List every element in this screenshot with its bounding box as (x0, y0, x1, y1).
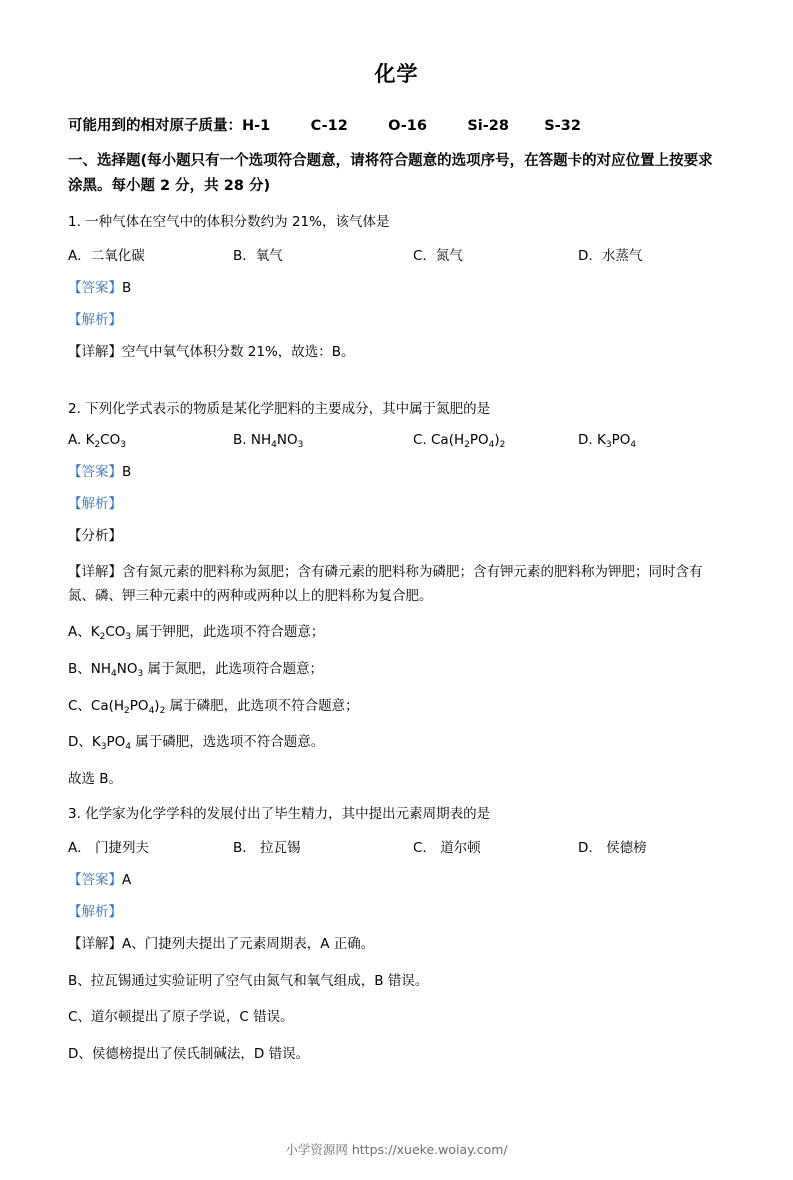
option-c[interactable]: C． 道尔顿 (413, 840, 481, 857)
explanation-line: 【详解】A、门捷列夫提出了元素周期表，A 正确。 (68, 936, 375, 953)
explanation-line: C、道尔顿提出了原子学说，C 错误。 (68, 1009, 294, 1026)
question-block-3 (68, 804, 725, 1067)
option-row (68, 432, 725, 448)
analysis-label: 【解析】 (68, 312, 122, 329)
option-c[interactable]: C．氮气 (413, 248, 463, 265)
question-stem: 2. 下列化学式表示的物质是某化学肥料的主要成分，其中属于氮肥的是 (68, 400, 491, 417)
option-b[interactable]: B. $NH_4NO_3$ (233, 431, 304, 450)
explanation-line: 【详解】空气中氧气体积分数 21%，故选：B。 (68, 344, 355, 361)
question-stem: 1. 一种气体在空气中的体积分数约为 21%，该气体是 (68, 213, 390, 230)
answer-line (68, 460, 725, 480)
analysis-tag-line (68, 492, 725, 512)
option-row (68, 244, 725, 264)
footer-watermark: 小学资源网 https://xueke.woiay.com/ (285, 1142, 508, 1157)
answer-label: 【答案】 (68, 280, 122, 297)
option-row (68, 836, 725, 856)
explanation-line: 【详解】含有氮元素的肥料称为氮肥；含有磷元素的肥料称为磷肥；含有钾元素的肥料称为钾肥；同时含有氮、磷、钾三种元素中的两种或两种以上的肥料称为复合肥。 (68, 564, 703, 604)
question-stem: 3. 化学家为化学学科的发展付出了毕生精力，其中提出元素周期表的是 (68, 805, 491, 822)
explanation-line: B、$NH_4NO_3$ 属于氮肥，此选项符合题意； (68, 661, 324, 680)
section-heading: 一、选择题(每小题只有一个选项符合题意，请将符合题意的选项序号，在答题卡的对应位置上按要求涂黑。每小题 2 分，共 28 分) (68, 153, 713, 195)
option-c[interactable]: C. $Ca(H_2PO_4)_2$ (413, 431, 506, 450)
answer-line (68, 868, 725, 888)
explanation-line: C、$Ca(H_2PO_4)_2$ 属于磷肥，此选项不符合题意； (68, 697, 359, 716)
atomic-mass-line: 可能用到的相对原子质量：H-1 C-12 O-16 Si-28 S-32 (68, 118, 581, 134)
answer-line (68, 276, 725, 296)
answer-value: B (122, 463, 132, 480)
explanation-line: A、$K_2CO_3$ 属于钾肥，此选项不符合题意； (68, 624, 325, 643)
page-title: 化学 (374, 62, 419, 86)
answer-value: A (122, 872, 132, 889)
analysis-tag-line (68, 900, 725, 920)
option-a[interactable]: A． 门捷列夫 (68, 840, 150, 857)
answer-value: B (122, 280, 132, 297)
option-a[interactable]: A．二氧化碳 (68, 248, 145, 265)
explanation-line: 故选 B。 (68, 770, 123, 787)
option-b[interactable]: B．氧气 (233, 248, 283, 265)
question-block-2 (68, 399, 725, 792)
analysis-head-line: 【分析】 (68, 527, 122, 544)
analysis-label: 【解析】 (68, 495, 122, 512)
option-d[interactable]: D．水蒸气 (578, 248, 643, 265)
spacer (68, 365, 725, 387)
answer-label: 【答案】 (68, 463, 122, 480)
explanation-line: B、拉瓦锡通过实验证明了空气由氮气和氧气组成，B 错误。 (68, 972, 429, 989)
option-d[interactable]: D. $K_3PO_4$ (578, 431, 637, 450)
option-b[interactable]: B． 拉瓦锡 (233, 840, 301, 857)
document-page (0, 58, 793, 1180)
question-block-1 (68, 212, 725, 365)
explanation-line: D、$K_3PO_4$ 属于磷肥，选选项不符合题意。 (68, 734, 325, 753)
option-a[interactable]: A. $K_2CO_3$ (68, 431, 126, 450)
analysis-label: 【解析】 (68, 904, 122, 921)
analysis-tag-line (68, 308, 725, 328)
explanation-line: D、侯德榜提出了侯氏制碱法，D 错误。 (68, 1046, 310, 1063)
option-d[interactable]: D． 侯德榜 (578, 840, 647, 857)
answer-label: 【答案】 (68, 872, 122, 889)
